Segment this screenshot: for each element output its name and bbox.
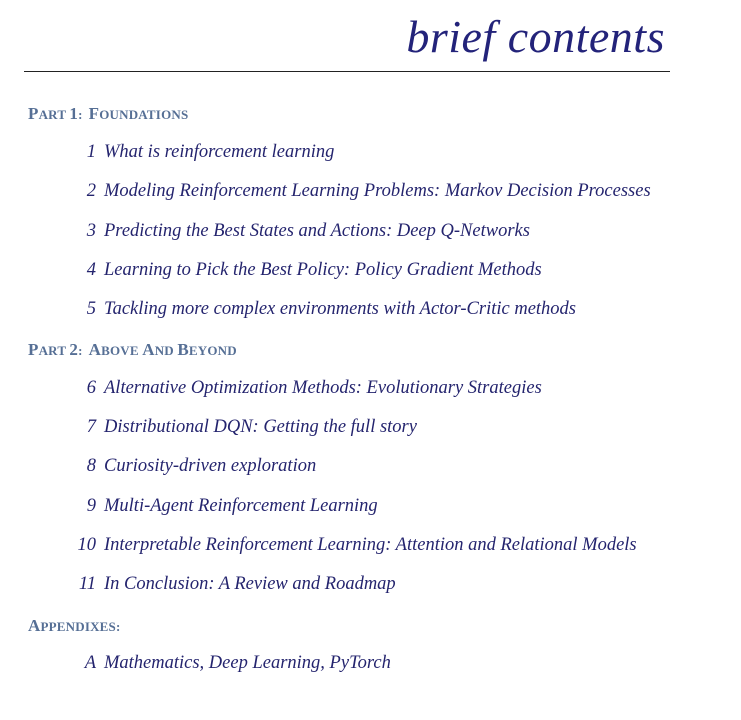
chapter-title: Interpretable Reinforcement Learning: Attention and Relational Models (104, 535, 637, 555)
chapter-title: What is reinforcement learning (104, 142, 335, 162)
chapter-number: 4 (86, 260, 96, 280)
chapter-number: 6 (86, 378, 96, 398)
chapter-title: Curiosity-driven exploration (104, 456, 317, 476)
chapter-title: Learning to Pick the Best Policy: Policy Gradient Methods (104, 260, 542, 280)
toc-entry-chapter-5[interactable] (0, 299, 576, 320)
toc-entry-chapter-7[interactable] (0, 417, 417, 438)
toc-entry-chapter-8[interactable] (0, 456, 316, 477)
toc-entry-chapter-6[interactable] (0, 378, 542, 399)
toc-entry-chapter-3[interactable] (0, 221, 530, 242)
chapter-title: Multi-Agent Reinforcement Learning (104, 496, 378, 516)
chapter-number: 9 (86, 496, 96, 516)
appendix-title: Mathematics, Deep Learning, PyTorch (104, 653, 391, 673)
toc-entry-appendix-a[interactable] (0, 653, 391, 674)
chapter-number: 10 (77, 535, 96, 555)
toc-entry-chapter-4[interactable] (0, 260, 542, 281)
chapter-title: Predicting the Best States and Actions: Deep Q-Networks (104, 221, 530, 241)
chapter-title: Tackling more complex environments with Actor-Critic methods (104, 299, 577, 319)
chapter-number: 7 (86, 417, 96, 437)
part-label: PART 1: (28, 104, 83, 123)
chapter-title: Distributional DQN: Getting the full story (104, 417, 417, 437)
part-name: FOUNDATIONS (88, 104, 189, 123)
toc-entry-chapter-1[interactable] (0, 142, 334, 163)
toc-entry-chapter-10[interactable] (0, 535, 637, 556)
chapter-number: 3 (86, 221, 96, 241)
part-heading-1 (28, 104, 188, 124)
part-heading-2 (28, 340, 237, 360)
chapter-number: 8 (86, 456, 96, 476)
appendix-letter: A (84, 653, 96, 673)
chapter-title: Alternative Optimization Methods: Evolutionary Strategies (104, 378, 542, 398)
title-rule (24, 71, 670, 72)
toc-entry-chapter-11[interactable] (0, 574, 396, 595)
chapter-number: 5 (86, 299, 96, 319)
part-label: APPENDIXES: (28, 616, 121, 635)
chapter-number: 2 (86, 181, 96, 201)
chapter-title: Modeling Reinforcement Learning Problems: Markov Decision Processes (104, 181, 651, 201)
chapter-number: 11 (78, 574, 96, 594)
page-title: brief contents (406, 11, 665, 62)
chapter-title: In Conclusion: A Review and Roadmap (104, 574, 396, 594)
toc-entry-chapter-2[interactable] (0, 181, 651, 202)
part-label: PART 2: (28, 340, 83, 359)
chapter-number: 1 (86, 142, 96, 162)
toc-entry-chapter-9[interactable] (0, 496, 378, 517)
part-name: ABOVE AND BEYOND (88, 340, 237, 359)
part-heading-appendixes (28, 616, 121, 636)
